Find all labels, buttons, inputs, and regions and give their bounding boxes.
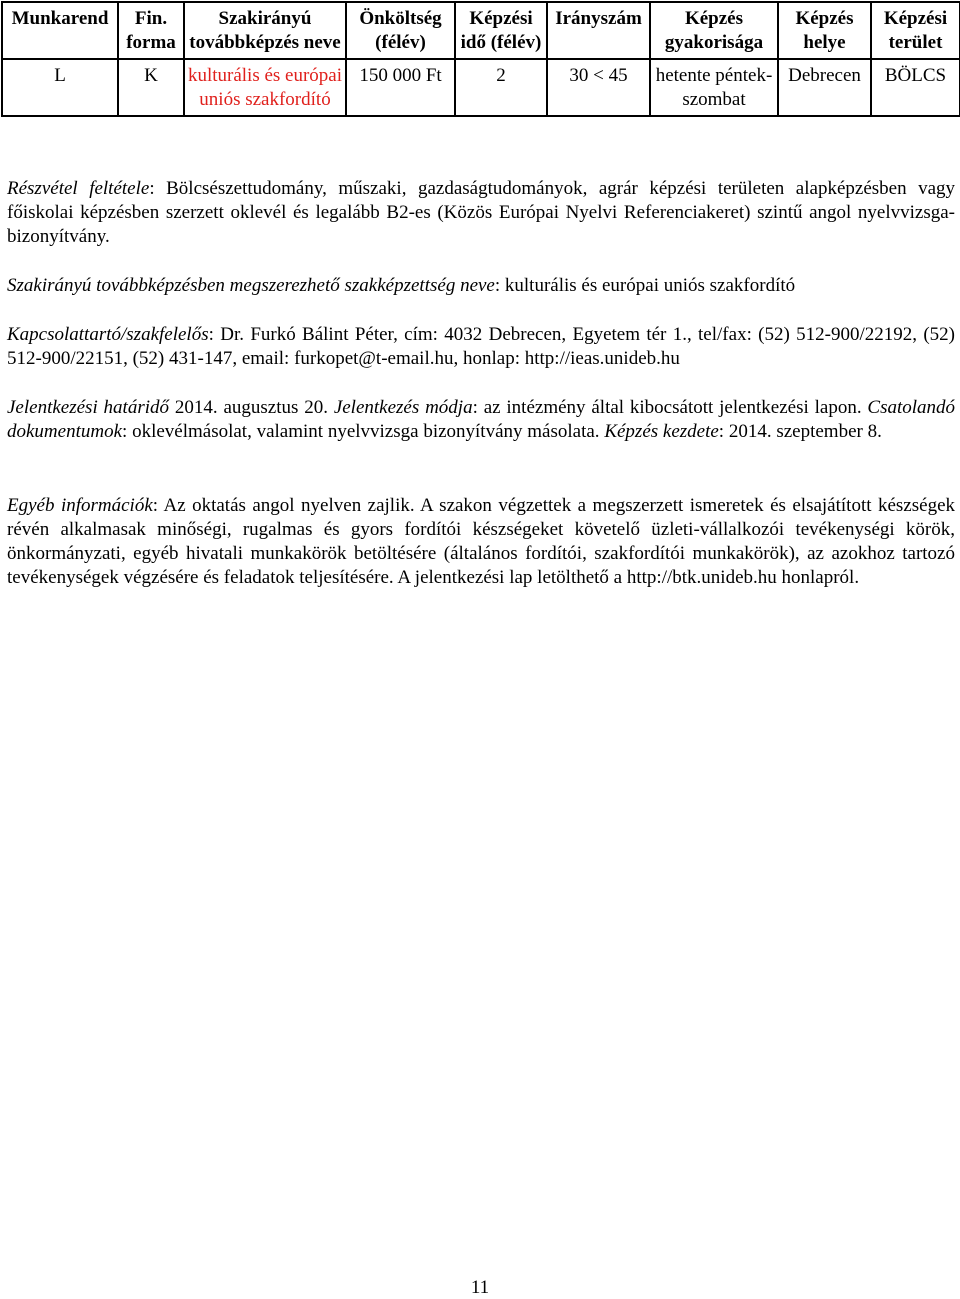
method-text: az intézmény által kibocsátott jelentkezési lapon. — [483, 397, 862, 418]
participation-text: Bölcsészettudomány, műszaki, gazdaságtudományok, agrár képzési területen alapképzésben vagy főiskolai képzésben szerzett oklevél és legalább B2-es (Közös Európai Nyelvi Referenciakeret) szintű angol nyelvvizsga- bizonyítvány. — [7, 178, 956, 247]
deadline-label: Jelentkezési határidő — [7, 397, 170, 418]
qualification-text: kulturális és európai uniós szakfordító — [504, 275, 796, 296]
cell-gyakorisag: hetente péntek-szombat — [650, 59, 778, 116]
header-fin-forma: Fin. forma — [118, 2, 184, 59]
deadline-text: 2014. augusztus 20. — [174, 397, 328, 418]
cell-iranyszam: 30 < 45 — [547, 59, 650, 116]
header-munkarend: Munkarend — [2, 2, 118, 59]
method-label: Jelentkezés módja — [333, 397, 473, 418]
cell-fin-forma: K — [118, 59, 184, 116]
other-info-label: Egyéb információk — [7, 495, 153, 516]
cell-kepzesi-terulet: BÖLCS — [871, 59, 960, 116]
course-table — [1, 1, 960, 117]
cell-kepzes-helye: Debrecen — [778, 59, 871, 116]
documents-label: Csatolandó dokumentumok — [7, 397, 956, 442]
page-number: 11 — [470, 1277, 490, 1298]
documents-text: oklevélmásolat, valamint nyelvvizsga bizonyítvány másolata. — [132, 421, 600, 442]
header-kepzesi-terulet: Képzési terület — [871, 2, 960, 59]
other-info-paragraph: Egyéb információk: Az oktatás angol nyelven zajlik. A szakon végzettek a megszerzett ismeretek és elsajátított készségek révén alkalmasak minőségi, rugalmas és gyors fordítói készségeket követelő üzleti-vállalkozói tevékenységi körök, önkormányzati, egyéb hivatali munkakörök betöltésére (általános fordítói, szakfordítói munkakörök), az azokhoz tartozó tevékenységek végzésére és feladatok teljesítésére. A jelentkezési lap letölthető a http://btk.unideb.hu honlapról. — [7, 495, 955, 588]
contact-text: Dr. Furkó Bálint Péter, cím: 4032 Debrecen, Egyetem tér 1., tel/fax: (52) 512-900/22192, (52) 512-900/22151, (52) 431-147, email: furkopet@t-email.hu, honlap: http://ieas.unideb.hu — [7, 324, 956, 369]
cell-kepzes-neve: kulturális és európai uniós szakfordító — [184, 59, 346, 116]
contact-label: Kapcsolattartó/szakfelelős — [7, 324, 209, 345]
table-row — [2, 59, 960, 116]
header-onkoltseg: Önköltség (félév) — [346, 2, 455, 59]
header-kepzesi-ido: Képzési idő (félév) — [455, 2, 547, 59]
start-label: Képzés kezdete — [604, 421, 719, 442]
header-kepzes-neve: Szakirányú továbbképzés neve — [184, 2, 346, 59]
qualification-label: Szakirányú továbbképzésben megszerezhető szakképzettség neve — [7, 275, 495, 296]
cell-kepzesi-ido: 2 — [455, 59, 547, 116]
application-paragraph: Jelentkezési határidő 2014. augusztus 20. Jelentkezés módja: az intézmény által kibocsátott jelentkezési lapon. Csatolandó dokumentumok: oklevélmásolat, valamint nyelvvizsga bizonyítvány másolata. Képzés kezdete: 2014. szeptember 8. — [7, 397, 956, 442]
header-iranyszam: Irányszám — [547, 2, 650, 59]
contact-paragraph: Kapcsolattartó/szakfelelős: Dr. Furkó Bálint Péter, cím: 4032 Debrecen, Egyetem tér 1., tel/fax: (52) 512-900/22192, (52) 512-900/22151, (52) 431-147, email: furkopet@t-email.hu, honlap: http://ieas.unideb.hu — [7, 324, 956, 369]
header-kepzes-helye: Képzés helye — [778, 2, 871, 59]
other-info-text: Az oktatás angol nyelven zajlik. A szakon végzettek a megszerzett ismeretek és elsajátított készségek révén alkalmasak minőségi, rugalmas és gyors fordítói készségeket követelő üzleti-vállalkozói tevékenységi körök, önkormányzati, egyéb hivatali munkakörök betöltésére (általános fordítói, szakfordítói munkakörök), az azokhoz tartozó tevékenységek végzésére és feladatok teljesítésére. A jelentkezési lap letölthető a http://btk.unideb.hu honlapról. — [7, 495, 955, 588]
participation-label: Részvétel feltétele — [7, 178, 150, 199]
qualification-paragraph: Szakirányú továbbképzésben megszerezhető szakképzettség neve: kulturális és európai uniós szakfordító — [7, 275, 796, 296]
participation-paragraph: Részvétel feltétele: Bölcsészettudomány, műszaki, gazdaságtudományok, agrár képzési területen alapképzésben vagy főiskolai képzésben szerzett oklevél és legalább B2-es (Közös Európai Nyelvi Referenciakeret) szintű angol nyelvvizsga- bizonyítvány. — [7, 178, 956, 247]
header-gyakorisag: Képzés gyakorisága — [650, 2, 778, 59]
table-header-row — [2, 2, 960, 59]
start-text: 2014. szeptember 8. — [728, 421, 882, 442]
cell-onkoltseg: 150 000 Ft — [346, 59, 455, 116]
cell-munkarend: L — [2, 59, 118, 116]
